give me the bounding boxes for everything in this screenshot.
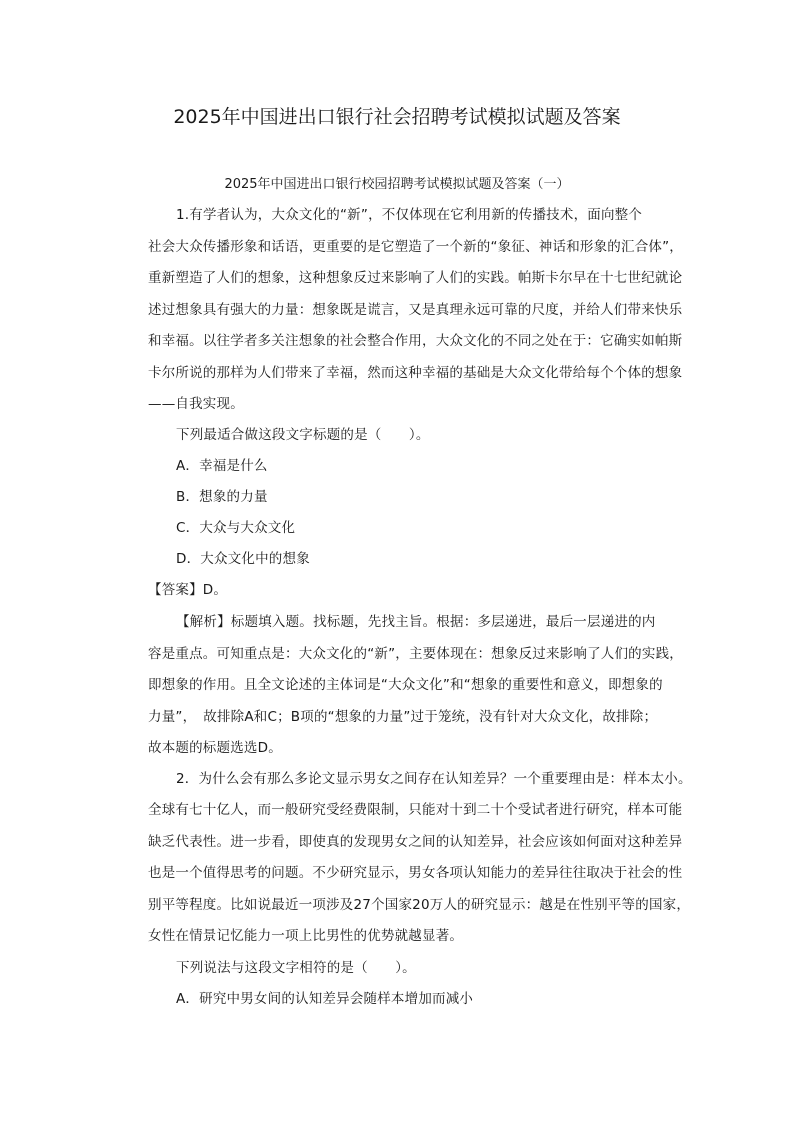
q1-paragraph-line: ——自我实现。	[148, 396, 244, 412]
q2-option-a: A．研究中男女间的认知差异会随样本增加而减小	[176, 991, 474, 1007]
q1-option-b: B．想象的力量	[176, 489, 268, 505]
section-title: 2025年中国进出口银行校园招聘考试模拟试题及答案（一）	[224, 177, 570, 192]
q1-analysis-line: 【解析】标题填入题。找标题，先找主旨。根据：多层递进，最后一层递进的内	[176, 614, 656, 630]
q1-option-a: A．幸福是什么	[176, 458, 268, 474]
q1-question: 下列最适合做这段文字标题的是（ ）。	[176, 427, 430, 443]
q1-paragraph-line: 和幸福。以往学者多关注想象的社会整合作用，大众文化的不同之处在于：它确实如帕斯	[148, 333, 683, 349]
q2-paragraph-line: 缺乏代表性。进一步看，即使真的发现男女之间的认知差异，社会应该如何面对这种差异	[148, 834, 683, 850]
q1-paragraph-line: 述过想象具有强大的力量：想象既是谎言，又是真理永远可靠的尺度，并给人们带来快乐	[148, 302, 683, 318]
q1-option-c: C．大众与大众文化	[176, 520, 296, 536]
q1-paragraph-line: 社会大众传播形象和话语，更重要的是它塑造了一个新的“象征、神话和形象的汇合体”，	[148, 239, 683, 255]
q1-answer: 【答案】D。	[148, 582, 228, 598]
q1-paragraph-line: 1.有学者认为，大众文化的“新”，不仅体现在它利用新的传播技术，面向整个	[176, 207, 643, 223]
q1-analysis-line: 容是重点。可知重点是：大众文化的“新”，主要体现在：想象反过来影响了人们的实践，	[148, 646, 683, 662]
q2-question: 下列说法与这段文字相符的是（ ）。	[176, 960, 416, 976]
q1-option-d: D．大众文化中的想象	[176, 551, 310, 567]
q1-analysis-line: 即想象的作用。且全文论述的主体词是“大众文化”和“想象的重要性和意义，即想象的	[148, 677, 663, 693]
q2-paragraph-line: 全球有七十亿人，而一般研究受经费限制，只能对十到二十个受试者进行研究，样本可能	[148, 802, 683, 818]
q2-paragraph-line: 女性在情景记忆能力一项上比男性的优势就越显著。	[148, 928, 464, 944]
q2-paragraph-line: 也是一个值得思考的问题。不少研究显示，男女各项认知能力的差异往往取决于社会的性	[148, 865, 683, 881]
q1-paragraph-line: 卡尔所说的那样为人们带来了幸福，然而这种幸福的基础是大众文化带给每个个体的想象	[148, 365, 683, 381]
q1-analysis-line: 力量”， 故排除A和C；B项的“想象的力量”过于笼统，没有针对大众文化，故排除；	[148, 709, 658, 725]
q1-analysis-line: 故本题的标题选选D。	[148, 740, 282, 756]
document-title: 2025年中国进出口银行社会招聘考试模拟试题及答案	[173, 106, 621, 128]
q1-paragraph-line: 重新塑造了人们的想象，这种想象反过来影响了人们的实践。帕斯卡尔早在十七世纪就论	[148, 270, 683, 286]
q2-paragraph-line: 别平等程度。比如说最近一项涉及27个国家20万人的研究显示：越是在性别平等的国家，	[148, 897, 691, 913]
q2-paragraph-line: 2．为什么会有那么多论文显示男女之间存在认知差异？一个重要理由是：样本太小。	[176, 771, 692, 787]
